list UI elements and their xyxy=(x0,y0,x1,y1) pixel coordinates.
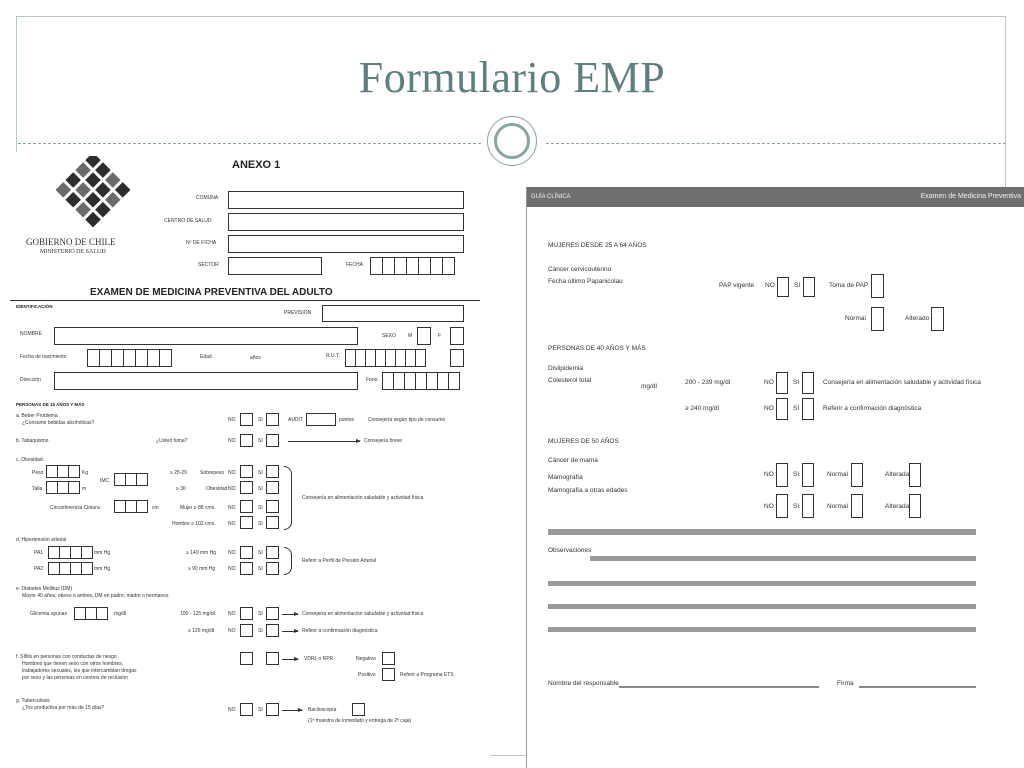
sexo-f-box[interactable] xyxy=(450,327,464,345)
s1-no: NO xyxy=(765,282,775,289)
e-si-box-2[interactable] xyxy=(266,624,279,637)
fono-cells[interactable] xyxy=(382,372,459,390)
chile-government-logo-icon xyxy=(48,156,138,234)
s3-no-1: NO xyxy=(764,471,774,478)
s2-action-1: Consejería en alimentación saludable y actividad física xyxy=(823,379,981,386)
c-si-box-2[interactable] xyxy=(266,481,279,494)
s3-si-box-1[interactable] xyxy=(802,463,814,487)
a-no-box[interactable] xyxy=(240,413,253,426)
c-circ-label: Circunferencia Cintura xyxy=(50,505,100,511)
e-arrow-icon-2 xyxy=(282,631,298,632)
s1-si: SI xyxy=(794,282,801,289)
c-imc-label: IMC xyxy=(100,478,110,484)
f-line-2: trabajadores sexuales, los que intercambian drogas xyxy=(22,668,137,674)
c-si-4: SI xyxy=(258,521,263,527)
observaciones-line-3[interactable] xyxy=(548,604,976,609)
e-no-box-1[interactable] xyxy=(240,607,253,620)
c-imc-cells[interactable] xyxy=(114,473,147,486)
label-nombre: NOMBRE xyxy=(20,331,42,337)
e-si-2: SI xyxy=(258,628,263,634)
c-peso-label: Peso xyxy=(32,470,44,476)
b-arrow-icon xyxy=(288,441,360,442)
s3-no-2: NO xyxy=(764,503,774,510)
s3-si-2: SI xyxy=(793,503,800,510)
s2-no-2: NO xyxy=(764,405,774,412)
observaciones-line-1[interactable] xyxy=(590,556,976,561)
s1-line-1: Cáncer cervicouterino xyxy=(548,266,612,273)
ficha-field[interactable] xyxy=(228,235,464,253)
s2-no-box-1[interactable] xyxy=(776,372,788,394)
exam-title: EXAMEN DE MEDICINA PREVENTIVA DEL ADULTO xyxy=(90,287,333,298)
c-label: c. Obesidad xyxy=(16,457,43,463)
s3-normal-box-2[interactable] xyxy=(851,494,863,518)
c-no-2: NO xyxy=(228,486,236,492)
logo-line-1: GOBIERNO DE CHILE xyxy=(26,237,116,247)
c-s3: Mujer ≥ 88 cms. xyxy=(180,505,216,511)
c-s4: Hombre ≥ 102 cms. xyxy=(172,521,216,527)
c-no-box-3[interactable] xyxy=(240,500,253,513)
fecha-nacimiento-cells[interactable] xyxy=(87,349,171,367)
rut-cells[interactable] xyxy=(345,349,425,367)
f-referir: Referir a Programa ETS xyxy=(400,672,454,678)
g-arrow-icon xyxy=(282,710,302,711)
s1-pap-label: PAP vigente xyxy=(719,282,755,289)
d-crit2: ≥ 90 mm Hg xyxy=(188,566,216,572)
b-si-label: SI xyxy=(258,438,263,444)
a-audit-label: AUDIT xyxy=(288,417,303,423)
d-si-2: SI xyxy=(258,566,263,572)
label-fecha-nacimiento: Fecha de nacimiento xyxy=(20,354,67,360)
b-si-box[interactable] xyxy=(266,434,279,447)
e-si-1: SI xyxy=(258,611,263,617)
f-vdrl: VDRL o RPR xyxy=(304,656,334,662)
d-mmhg-1: mm Hg xyxy=(94,550,111,556)
s3-line-1: Cáncer de mama xyxy=(548,457,598,464)
label-fecha: FECHA xyxy=(346,262,363,268)
g-label: g. Tuberculosis xyxy=(16,698,50,704)
guide-header-bar xyxy=(527,187,1024,207)
a-si-box[interactable] xyxy=(266,413,279,426)
s1-alterado: Alterado xyxy=(905,315,930,322)
sector-field[interactable] xyxy=(228,257,322,275)
direccion-field[interactable] xyxy=(54,372,358,390)
s2-line-2: Colesterol total xyxy=(548,377,592,384)
s3-alterada-1: Alterada xyxy=(885,471,910,478)
divider-ring-ornament xyxy=(487,116,537,166)
s2-si-2: SI xyxy=(793,405,800,412)
f-arrow-icon xyxy=(282,659,298,660)
b-question: ¿Usted fuma? xyxy=(156,438,188,444)
c-si-box-4[interactable] xyxy=(266,516,279,529)
e-glicemia-label: Glicemia ayunas xyxy=(30,611,67,617)
c-circ-cells[interactable] xyxy=(114,500,147,513)
s1-toma: Toma de PAP xyxy=(829,282,869,289)
d-pa1-label: PA1 xyxy=(34,550,44,556)
s2-no-1: NO xyxy=(764,379,774,386)
e-no-box-2[interactable] xyxy=(240,624,253,637)
f-no-box[interactable] xyxy=(240,652,253,665)
label-f: F xyxy=(438,333,442,339)
e-mgdl: mg/dl xyxy=(114,611,127,617)
title-divider-right xyxy=(546,143,1006,144)
c-si-box-3[interactable] xyxy=(266,500,279,513)
b-no-box[interactable] xyxy=(240,434,253,447)
s2-si-box-2[interactable] xyxy=(802,398,814,420)
g-no-box[interactable] xyxy=(240,703,253,716)
c-crit2: ≥ 30 xyxy=(176,486,186,492)
e-arrow-icon-1 xyxy=(282,614,298,615)
s2-mgdl: mg/dl xyxy=(641,383,657,390)
s1-alterado-box[interactable] xyxy=(931,307,944,331)
c-crit1: ≥ 25-29 xyxy=(170,470,187,476)
c-no-box-2[interactable] xyxy=(240,481,253,494)
c-no-4: NO xyxy=(228,521,236,527)
c-no-1: NO xyxy=(228,470,236,476)
title-divider-left xyxy=(18,143,481,144)
centro-salud-field[interactable] xyxy=(228,213,464,231)
e-si-box-1[interactable] xyxy=(266,607,279,620)
f-label: f. Sífilis en personas con conductas de riesgo xyxy=(16,654,117,660)
firma-label: Firma xyxy=(837,680,854,687)
c-no-box-4[interactable] xyxy=(240,516,253,529)
d-no-box-1[interactable] xyxy=(240,546,253,559)
label-fono: Fono xyxy=(366,377,378,383)
s3-alterada-box-2[interactable] xyxy=(909,494,921,518)
s3-si-1: SI xyxy=(793,471,800,478)
slide-title: Formulario EMP xyxy=(358,53,666,102)
a-si-label: SI xyxy=(258,417,263,423)
f-negativo: Negativo xyxy=(356,656,376,662)
responsable-label: Nombre del responsable xyxy=(548,680,619,687)
e-no-2: NO xyxy=(228,628,236,634)
s1-no-box[interactable] xyxy=(777,277,789,297)
g-baciloscopia-box[interactable] xyxy=(352,703,365,716)
e-sub: Mayor 40 años, obeso o ambos, DM en padre, madre o hermanos xyxy=(22,593,169,599)
d-si-box-1[interactable] xyxy=(266,546,279,559)
d-no-box-2[interactable] xyxy=(240,562,253,575)
b-label: b. Tabaquismo xyxy=(16,438,49,444)
s1-si-box[interactable] xyxy=(803,277,815,297)
label-rut: R.U.T. xyxy=(326,353,340,359)
c-no-box-1[interactable] xyxy=(240,465,253,478)
e-action-1: Consejería en alimentación saludable y actividad física xyxy=(302,611,424,617)
s1-heading: MUJERES DESDE 25 A 64 AÑOS xyxy=(548,242,647,249)
divider-bar-1 xyxy=(548,529,976,535)
nombre-field[interactable] xyxy=(54,327,358,345)
a-question: ¿Consume bebidas alcohólicas? xyxy=(22,420,95,426)
s3-normal-2: Normal xyxy=(827,503,848,510)
label-direccion: Dirección xyxy=(20,377,41,383)
d-si-1: SI xyxy=(258,550,263,556)
f-positivo-box[interactable] xyxy=(382,668,395,681)
label-prevision: PREVISIÓN xyxy=(284,310,312,316)
s3-alterada-2: Alterada xyxy=(885,503,910,510)
annex-title: ANEXO 1 xyxy=(232,159,281,171)
e-label: e. Diabetes Mellitus (DM) xyxy=(16,586,73,592)
s3-normal-box-1[interactable] xyxy=(851,463,863,487)
s2-line-1: Dislipidemia xyxy=(548,365,584,372)
label-edad: Edad xyxy=(200,354,212,360)
d-brace xyxy=(284,547,292,575)
c-peso-cells[interactable] xyxy=(46,465,79,478)
a-no-label: NO xyxy=(228,417,236,423)
a-audit-field[interactable] xyxy=(306,413,336,426)
comuna-field[interactable] xyxy=(228,191,464,209)
d-crit1: ≥ 140 mm Hg xyxy=(186,550,216,556)
g-si-box[interactable] xyxy=(266,703,279,716)
a-label: a. Beber Problema xyxy=(16,413,58,419)
c-si-3: SI xyxy=(258,505,263,511)
s2-heading: PERSONAS DE 40 AÑOS Y MÁS xyxy=(548,345,646,352)
s2-no-box-2[interactable] xyxy=(776,398,788,420)
prevision-field[interactable] xyxy=(322,305,464,322)
b-action: Consejería breve xyxy=(364,438,403,444)
f-line-3: por sexo y las personas en centros de reclusión xyxy=(22,675,128,681)
s2-si-1: SI xyxy=(793,379,800,386)
f-si-box[interactable] xyxy=(266,652,279,665)
c-talla-label: Talla xyxy=(32,486,43,492)
c-si-box-1[interactable] xyxy=(266,465,279,478)
guide-header-left: GUÍA CLÍNICA xyxy=(531,194,571,200)
f-positivo: Positivo xyxy=(358,672,376,678)
c-cm-label: cm xyxy=(152,505,159,511)
s2-crit2: ≥ 240 mg/dl xyxy=(685,405,719,412)
firma-line[interactable] xyxy=(859,686,976,688)
observaciones-line-2[interactable] xyxy=(548,581,976,586)
s3-no-box-2[interactable] xyxy=(776,494,788,518)
d-action: Referir a Perfil de Presión Arterial xyxy=(302,558,377,564)
d-mmhg-2: mm Hg xyxy=(94,566,111,572)
label-centro-salud: CENTRO DE SALUD xyxy=(164,218,212,224)
f-negativo-box[interactable] xyxy=(382,652,395,665)
rut-dv-box[interactable] xyxy=(450,349,464,367)
title-rule xyxy=(10,300,480,301)
g-baciloscopia: Baciloscopía xyxy=(308,707,337,713)
responsable-line[interactable] xyxy=(619,686,819,688)
b-no-label: NO xyxy=(228,438,236,444)
observaciones-line-4[interactable] xyxy=(548,627,976,632)
c-talla-cells[interactable] xyxy=(46,481,79,494)
form-page-annex-1 xyxy=(10,152,490,768)
f-line-1: Hombres que tienen sexo con otros hombres, xyxy=(22,661,124,667)
d-no-2: NO xyxy=(228,566,236,572)
c-no-3: NO xyxy=(228,505,236,511)
s2-action-2: Referir a confirmación diagnóstica xyxy=(823,405,922,412)
c-si-1: SI xyxy=(258,470,263,476)
form-page-guia-clinica xyxy=(526,187,1024,768)
s3-line-3: Mamografía a otras edades xyxy=(548,487,628,494)
fecha-cells[interactable] xyxy=(370,257,454,275)
s3-si-box-2[interactable] xyxy=(802,494,814,518)
s3-no-box-1[interactable] xyxy=(776,463,788,487)
s1-line-2: Fecha último Papanicolau xyxy=(548,278,623,285)
g-question: ¿Tos productiva por más de 15 días? xyxy=(22,705,105,711)
a-puntos-label: puntos xyxy=(339,417,355,423)
observaciones-label: Observaciones xyxy=(548,547,592,554)
c-s1: Sobrepeso xyxy=(200,470,225,476)
logo-line-2: MINISTERIO DE SALUD xyxy=(40,249,106,255)
s1-normal: Normal xyxy=(845,315,866,322)
c-m-label: m xyxy=(82,486,87,492)
s2-si-box-1[interactable] xyxy=(802,372,814,394)
c-brace xyxy=(284,466,292,530)
c-kg-label: Kg xyxy=(82,470,89,476)
e-action-2: Referir a confirmación diagnóstica xyxy=(302,628,378,634)
s1-normal-box[interactable] xyxy=(871,307,884,331)
identification-heading: IDENTIFICACIÓN xyxy=(16,304,53,309)
d-pa1-cells[interactable] xyxy=(48,546,92,559)
c-si-2: SI xyxy=(258,486,263,492)
d-label: d. Hipertensión arterial xyxy=(16,537,67,543)
a-action: Consejería según tipo de consumo xyxy=(368,417,446,423)
label-anos: años xyxy=(250,355,261,361)
s1-toma-box[interactable] xyxy=(871,274,884,298)
label-ficha: Nº DE FICHA xyxy=(186,240,217,246)
g-note: (1ª muestra de inmediato y entrega de 2ª caja) xyxy=(308,718,412,724)
e-glicemia-cells[interactable] xyxy=(74,607,107,620)
c-action: Consejería en alimentación saludable y actividad física xyxy=(302,495,424,501)
e-no-1: NO xyxy=(228,611,236,617)
section-heading: PERSONAS DE 15 AÑOS Y MÁS xyxy=(16,402,85,407)
g-si-label: SI xyxy=(258,707,263,713)
g-no-label: NO xyxy=(228,707,236,713)
label-sexo: SEXO xyxy=(382,333,396,339)
label-m: M xyxy=(408,333,413,339)
s3-alterada-box-1[interactable] xyxy=(909,463,921,487)
c-s2: Obesidad xyxy=(206,486,228,492)
d-pa2-label: PA2 xyxy=(34,566,44,572)
sexo-m-box[interactable] xyxy=(417,327,431,345)
s2-crit1: 200 - 239 mg/dl xyxy=(685,379,731,386)
s3-line-2: Mamografía xyxy=(548,474,583,481)
e-crit1: 100 - 125 mg/dl xyxy=(180,611,215,617)
label-sector: SECTOR xyxy=(198,262,219,268)
d-pa2-cells[interactable] xyxy=(48,562,92,575)
s3-heading: MUJERES DE 50 AÑOS xyxy=(548,438,619,445)
s3-normal-1: Normal xyxy=(827,471,848,478)
label-comuna: COMUNA xyxy=(196,195,219,201)
e-crit2: ≥ 126 mg/dl xyxy=(188,628,215,634)
guide-header-right: Examen de Medicina Preventiva xyxy=(920,193,1021,200)
d-si-box-2[interactable] xyxy=(266,562,279,575)
d-no-1: NO xyxy=(228,550,236,556)
